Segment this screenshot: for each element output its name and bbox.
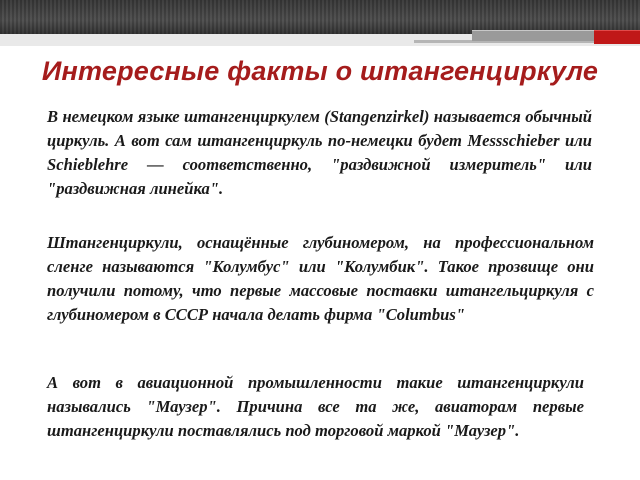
paragraph-columbus: Штангенциркули, оснащённые глубиномером, на профессиональном сленге называются "Колумбус" или "Колумбик". Такое прозвище они получили потому, что первые массовые поставки штангельциркуля с глубиномером в СССР начала делать фирма "Columbus" [47,233,594,324]
top-bar-shading [0,0,640,34]
red-accent-block [594,30,640,44]
slide-title: Интересные факты о штангенциркуле [41,56,599,86]
paragraph-mauser: А вот в авиационной промышленности такие штангенциркули назывались "Маузер". Причина все та же, авиаторам первые штангенциркули поставлялись под торговой маркой "Маузер". [47,373,584,440]
paragraph-stangenzirkel: В немецком языке штангенциркулем (Stangenzirkel) называется обычный циркуль. А вот сам штангенциркуль по-немецки будет Messschieber или Schieblehre — соответственно, "раздвижной измеритель" или "раздвижная линейка". [47,107,592,198]
gray-accent-block [472,30,594,41]
